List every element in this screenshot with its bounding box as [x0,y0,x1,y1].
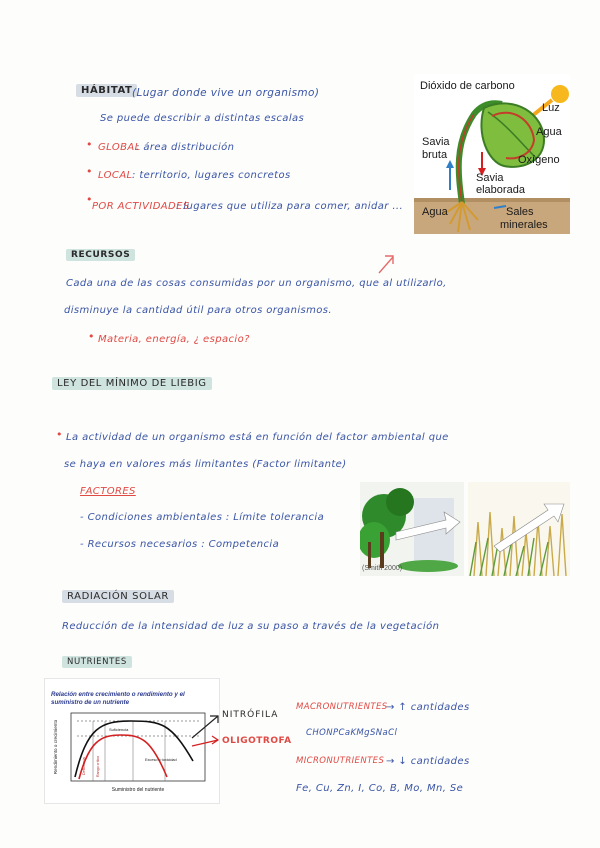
liebig-factor1: - Condiciones ambientales : Límite tolerancia [80,512,325,523]
plant-diagram [414,74,570,234]
macro-value: → ↑ cantidades [386,702,470,713]
label-oxygen: Oxígeno [518,154,560,166]
x-axis-label: Suministro del nutriente [111,787,165,793]
label-water-top: Agua [536,126,562,138]
region-label-excess: Exceso o toxicidad [145,758,177,762]
label-elab-sap-2: elaborada [476,184,525,196]
habitat-activities-label: POR ACTIVIDADES [92,201,190,212]
bullet-dot: • [86,138,93,151]
recursos-line1: Cada una de las cosas consumidas por un organismo, que al utilizarlo, [66,278,447,289]
bullet-dot: • [86,193,93,206]
label-water-bottom: Agua [422,206,448,218]
liebig-title: LEY DEL MÍNIMO DE LIEBIG [52,377,212,390]
radiacion-text: Reducción de la intensidad de luz a su paso a través de la vegetación [62,621,440,632]
label-elab-sap-1: Savia [476,172,504,184]
bullet-dot: • [86,165,93,178]
habitat-intro: Se puede describir a distintas escalas [100,113,305,124]
bullet-dot: • [88,330,95,343]
liebig-line2: se haya en valores más limitantes (Factor limitante) [64,459,347,470]
habitat-local-value: : territorio, lugares concretos [132,170,291,181]
recursos-title: RECURSOS [66,249,135,261]
label-minerals-1: Sales [506,206,534,218]
habitat-global-value: : área distribución [136,142,235,153]
recursos-bullet: Materia, energía, ¿ espacio? [98,334,250,345]
label-oligotrofa: OLIGOTROFA [222,736,292,746]
micro-list: Fe, Cu, Zn, I, Co, B, Mo, Mn, Se [296,783,464,794]
sun-icon [551,85,569,103]
liebig-factor2: - Recursos necesarios : Competencia [80,539,280,550]
label-raw-sap-1: Savia [422,136,450,148]
liebig-factores-label: FACTORES [80,486,136,497]
macro-list: CHONPCaKMgSNaCl [306,728,398,738]
habitat-title: HÁBITAT [76,84,137,97]
micro-value: → ↓ cantidades [386,756,470,767]
forest-caption: (Smith 2000) [362,565,403,572]
habitat-local-label: LOCAL [98,170,133,181]
label-co2: Dióxido de carbono [420,80,515,92]
label-minerals-2: minerales [500,219,548,231]
micro-label: MICRONUTRIENTES [296,756,385,766]
forest-image [360,482,464,576]
chart-title: Relación entre crecimiento o rendimiento y el suministro de un nutriente [51,691,185,706]
arrow-up-right-icon [376,252,398,276]
bullet-dot: • [56,428,63,441]
label-nitrofila: NITRÓFILA [222,710,279,720]
region-label-deficiency: Deficiencia [82,757,86,775]
liebig-line1: La actividad de un organismo está en función del factor ambiental que [66,432,449,443]
habitat-definition: (Lugar donde vive un organismo) [132,87,320,99]
radiacion-title: RADIACIÓN SOLAR [62,590,174,603]
recursos-line2: disminuye la cantidad útil para otros organismos. [64,305,332,316]
habitat-global-label: GLOBAL [98,142,141,153]
nutrientes-title: NUTRIENTES [62,656,132,668]
label-raw-sap-2: bruta [422,149,448,161]
y-axis-label: Rendimiento o crecimiento [53,719,58,775]
region-label-critical: Rango crítico [96,755,100,777]
label-light: Luz [542,102,560,114]
macro-label: MACRONUTRIENTES [296,702,388,712]
region-label-sufficiency: Suficiencia [109,727,129,732]
habitat-activities-value: : lugares que utiliza para comer, anidar ... [176,201,404,212]
grassland-image [468,482,570,576]
